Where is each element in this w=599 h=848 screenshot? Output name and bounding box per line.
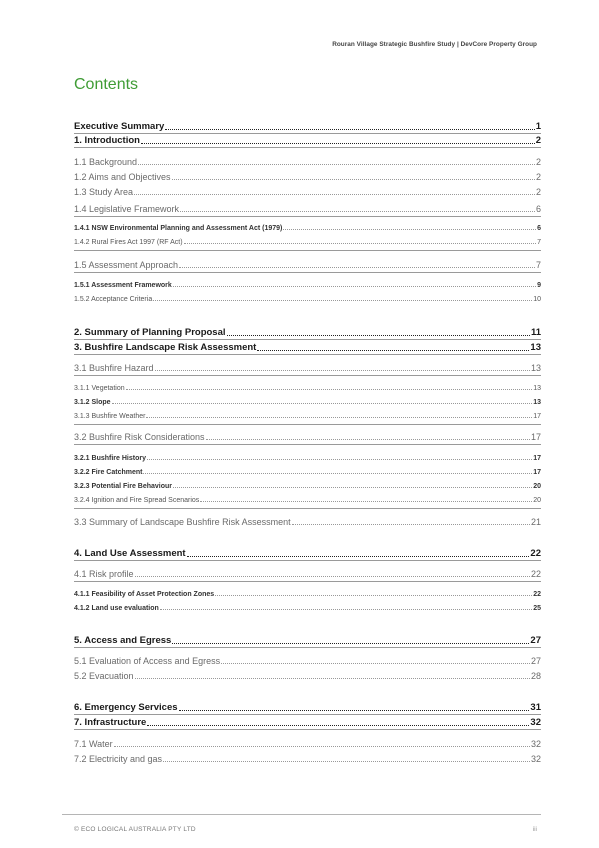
- toc-entry[interactable]: [74, 703, 541, 713]
- toc-entry-page: 22: [530, 569, 541, 579]
- toc-entry-label: 4.1.2 Land use evaluation: [74, 605, 159, 612]
- toc-entry[interactable]: [74, 672, 541, 681]
- toc-separator: [74, 375, 541, 376]
- toc-dot-leader: [143, 473, 532, 474]
- toc-entry-label: 3.1 Bushfire Hazard: [74, 363, 154, 373]
- footer-page-number: iii: [532, 826, 537, 833]
- toc-entry-page: 17: [530, 432, 541, 442]
- toc-entry-page: 2: [535, 187, 541, 197]
- toc-entry-label: 7.1 Water: [74, 739, 113, 749]
- toc-entry-page: 13: [530, 342, 541, 353]
- toc-entry[interactable]: [74, 158, 541, 167]
- toc-entry-label: 1.3 Study Area: [74, 187, 134, 197]
- toc-entry-label: 1.5.2 Acceptance Criteria: [74, 296, 153, 303]
- toc-entry[interactable]: [74, 239, 541, 246]
- toc-dot-leader: [155, 370, 530, 371]
- toc-dot-leader: [141, 143, 535, 144]
- toc-entry-page: 13: [530, 363, 541, 373]
- toc-dot-leader: [172, 179, 535, 180]
- toc-entry-page: 10: [533, 296, 541, 303]
- toc-entry-label: 6. Emergency Services: [74, 702, 178, 713]
- toc-entry-label: 1.4.1 NSW Environmental Planning and Assessment Act (1979): [74, 225, 283, 232]
- toc-entry-page: 1: [535, 121, 541, 132]
- toc-entry-label: 4.1.1 Feasibility of Asset Protection Zones: [74, 591, 215, 598]
- toc-dot-leader: [160, 609, 532, 610]
- toc-entry-page: 27: [530, 656, 541, 666]
- toc-dot-leader: [292, 524, 530, 525]
- toc-entry-page: 27: [530, 635, 541, 646]
- toc-dot-leader: [257, 350, 529, 351]
- toc-dot-leader: [138, 164, 535, 165]
- toc-dot-leader: [146, 417, 532, 418]
- toc-entry-label: 5.2 Evacuation: [74, 671, 134, 681]
- toc-entry[interactable]: [74, 385, 541, 392]
- toc-entry[interactable]: [74, 173, 541, 182]
- toc-entry-page: 31: [530, 702, 541, 713]
- toc-entry-page: 21: [530, 517, 541, 527]
- toc-dot-leader: [147, 725, 529, 726]
- toc-separator: [74, 216, 541, 217]
- toc-entry[interactable]: [74, 497, 541, 504]
- toc-dot-leader: [180, 211, 535, 212]
- toc-dot-leader: [173, 487, 532, 488]
- toc-entry-label: 7.2 Electricity and gas: [74, 754, 163, 764]
- toc-entry[interactable]: [74, 122, 541, 132]
- toc-entry-page: 17: [533, 455, 541, 462]
- toc-entry[interactable]: [74, 328, 541, 338]
- toc-separator: [74, 714, 541, 715]
- toc-entry-label: Executive Summary: [74, 121, 165, 132]
- toc-separator: [74, 729, 541, 730]
- toc-entry-label: 1.4 Legislative Framework: [74, 204, 180, 214]
- toc-entry-page: 2: [535, 135, 541, 146]
- toc-entry-label: 3.1.2 Slope: [74, 399, 111, 406]
- toc-dot-leader: [135, 678, 530, 679]
- toc-entry-page: 9: [537, 282, 541, 289]
- toc-entry-label: 3.2.2 Fire Catchment: [74, 469, 143, 476]
- toc-entry[interactable]: [74, 364, 541, 373]
- toc-entry[interactable]: [74, 205, 541, 214]
- toc-entry[interactable]: [74, 296, 541, 303]
- toc-entry-page: 20: [533, 497, 541, 504]
- toc-entry-page: 6: [537, 225, 541, 232]
- toc-entry[interactable]: [74, 605, 541, 612]
- toc-separator: [74, 339, 541, 340]
- toc-entry-label: 1.2 Aims and Objectives: [74, 172, 171, 182]
- footer-divider: [62, 814, 541, 815]
- toc-entry-label: 4. Land Use Assessment: [74, 548, 186, 559]
- toc-separator: [74, 272, 541, 273]
- toc-entry-page: 28: [530, 671, 541, 681]
- toc-dot-leader: [283, 229, 536, 230]
- toc-entry[interactable]: [74, 570, 541, 579]
- toc-entry[interactable]: [74, 343, 541, 353]
- toc-entry[interactable]: [74, 261, 541, 270]
- toc-entry-label: 7. Infrastructure: [74, 717, 147, 728]
- toc-entry-page: 32: [530, 717, 541, 728]
- toc-dot-leader: [153, 300, 532, 301]
- toc-entry-label: 3.3 Summary of Landscape Bushfire Risk Assessment: [74, 517, 291, 527]
- toc-entry[interactable]: [74, 718, 541, 728]
- toc-entry-page: 32: [530, 754, 541, 764]
- toc-entry-label: 3.2 Bushfire Risk Considerations: [74, 432, 205, 442]
- toc-separator: [74, 581, 541, 582]
- toc-entry-label: 5.1 Evaluation of Access and Egress: [74, 656, 221, 666]
- toc-dot-leader: [173, 286, 536, 287]
- toc-entry[interactable]: [74, 636, 541, 646]
- toc-entry[interactable]: [74, 282, 541, 289]
- toc-entry[interactable]: [74, 518, 541, 527]
- toc-entry[interactable]: [74, 455, 541, 462]
- toc-dot-leader: [187, 556, 530, 557]
- toc-entry[interactable]: [74, 433, 541, 442]
- toc-dot-leader: [126, 389, 533, 390]
- toc-dot-leader: [215, 595, 532, 596]
- toc-separator: [74, 424, 541, 425]
- toc-dot-leader: [135, 576, 530, 577]
- toc-separator: [74, 133, 541, 134]
- toc-dot-leader: [221, 663, 530, 664]
- toc-entry-page: 20: [533, 483, 541, 490]
- toc-dot-leader: [179, 267, 535, 268]
- page-title: Contents: [74, 76, 139, 93]
- toc-entry-label: 2. Summary of Planning Proposal: [74, 327, 226, 338]
- toc-entry[interactable]: [74, 188, 541, 197]
- toc-entry-page: 25: [533, 605, 541, 612]
- toc-dot-leader: [227, 335, 530, 336]
- toc-separator: [74, 147, 541, 148]
- toc-entry-label: 3.2.3 Potential Fire Behaviour: [74, 483, 173, 490]
- toc-entry[interactable]: [74, 755, 541, 764]
- toc-entry[interactable]: [74, 740, 541, 749]
- toc-entry-label: 1.4.2 Rural Fires Act 1997 (RF Act): [74, 239, 183, 246]
- toc-entry-page: 6: [535, 204, 541, 214]
- toc-entry-label: 5. Access and Egress: [74, 635, 172, 646]
- toc-dot-leader: [134, 194, 535, 195]
- toc-entry-page: 11: [530, 327, 541, 338]
- toc-entry-page: 2: [535, 157, 541, 167]
- toc-entry-page: 32: [530, 739, 541, 749]
- toc-entry-label: 3.2.1 Bushfire History: [74, 455, 146, 462]
- toc-dot-leader: [165, 129, 534, 130]
- toc-separator: [74, 354, 541, 355]
- toc-dot-leader: [112, 403, 533, 404]
- toc-dot-leader: [114, 746, 530, 747]
- toc-entry[interactable]: [74, 483, 541, 490]
- toc-entry-label: 3.1.1 Vegetation: [74, 385, 125, 392]
- toc-entry[interactable]: [74, 225, 541, 232]
- toc-entry-page: 2: [535, 172, 541, 182]
- toc-entry-label: 1.1 Background: [74, 157, 138, 167]
- toc-entry-label: 1.5.1 Assessment Framework: [74, 282, 172, 289]
- toc-entry-label: 1. Introduction: [74, 135, 140, 146]
- toc-entry[interactable]: [74, 657, 541, 666]
- toc-entry-page: 7: [535, 260, 541, 270]
- toc-dot-leader: [184, 243, 537, 244]
- toc-separator: [74, 444, 541, 445]
- toc-separator: [74, 250, 541, 251]
- toc-entry-page: 22: [533, 591, 541, 598]
- toc-dot-leader: [172, 643, 529, 644]
- toc-entry-page: 13: [533, 399, 541, 406]
- footer-copyright: © ECO LOGICAL AUSTRALIA PTY LTD: [74, 826, 196, 833]
- toc-entry-page: 7: [537, 239, 541, 246]
- toc-entry-page: 22: [530, 548, 541, 559]
- toc-dot-leader: [206, 439, 530, 440]
- toc-entry[interactable]: [74, 549, 541, 559]
- toc-entry[interactable]: [74, 413, 541, 420]
- toc-entry[interactable]: [74, 136, 541, 146]
- toc-entry-label: 3.1.3 Bushfire Weather: [74, 413, 146, 420]
- toc-entry-page: 17: [533, 469, 541, 476]
- toc-separator: [74, 647, 541, 648]
- toc-dot-leader: [179, 710, 530, 711]
- toc-dot-leader: [147, 459, 532, 460]
- running-header: Rouran Village Strategic Bushfire Study | DevCore Property Group: [332, 41, 537, 48]
- toc-entry-label: 3. Bushfire Landscape Risk Assessment: [74, 342, 257, 353]
- toc-entry-label: 1.5 Assessment Approach: [74, 260, 179, 270]
- toc-entry[interactable]: [74, 591, 541, 598]
- toc-entry-page: 13: [533, 385, 541, 392]
- toc-dot-leader: [163, 761, 530, 762]
- toc-entry[interactable]: [74, 469, 541, 476]
- toc-separator: [74, 560, 541, 561]
- toc-entry-label: 3.2.4 Ignition and Fire Spread Scenarios: [74, 497, 200, 504]
- toc-entry-page: 17: [533, 413, 541, 420]
- toc-entry[interactable]: [74, 399, 541, 406]
- toc-entry-label: 4.1 Risk profile: [74, 569, 134, 579]
- toc-dot-leader: [200, 501, 532, 502]
- toc-separator: [74, 508, 541, 509]
